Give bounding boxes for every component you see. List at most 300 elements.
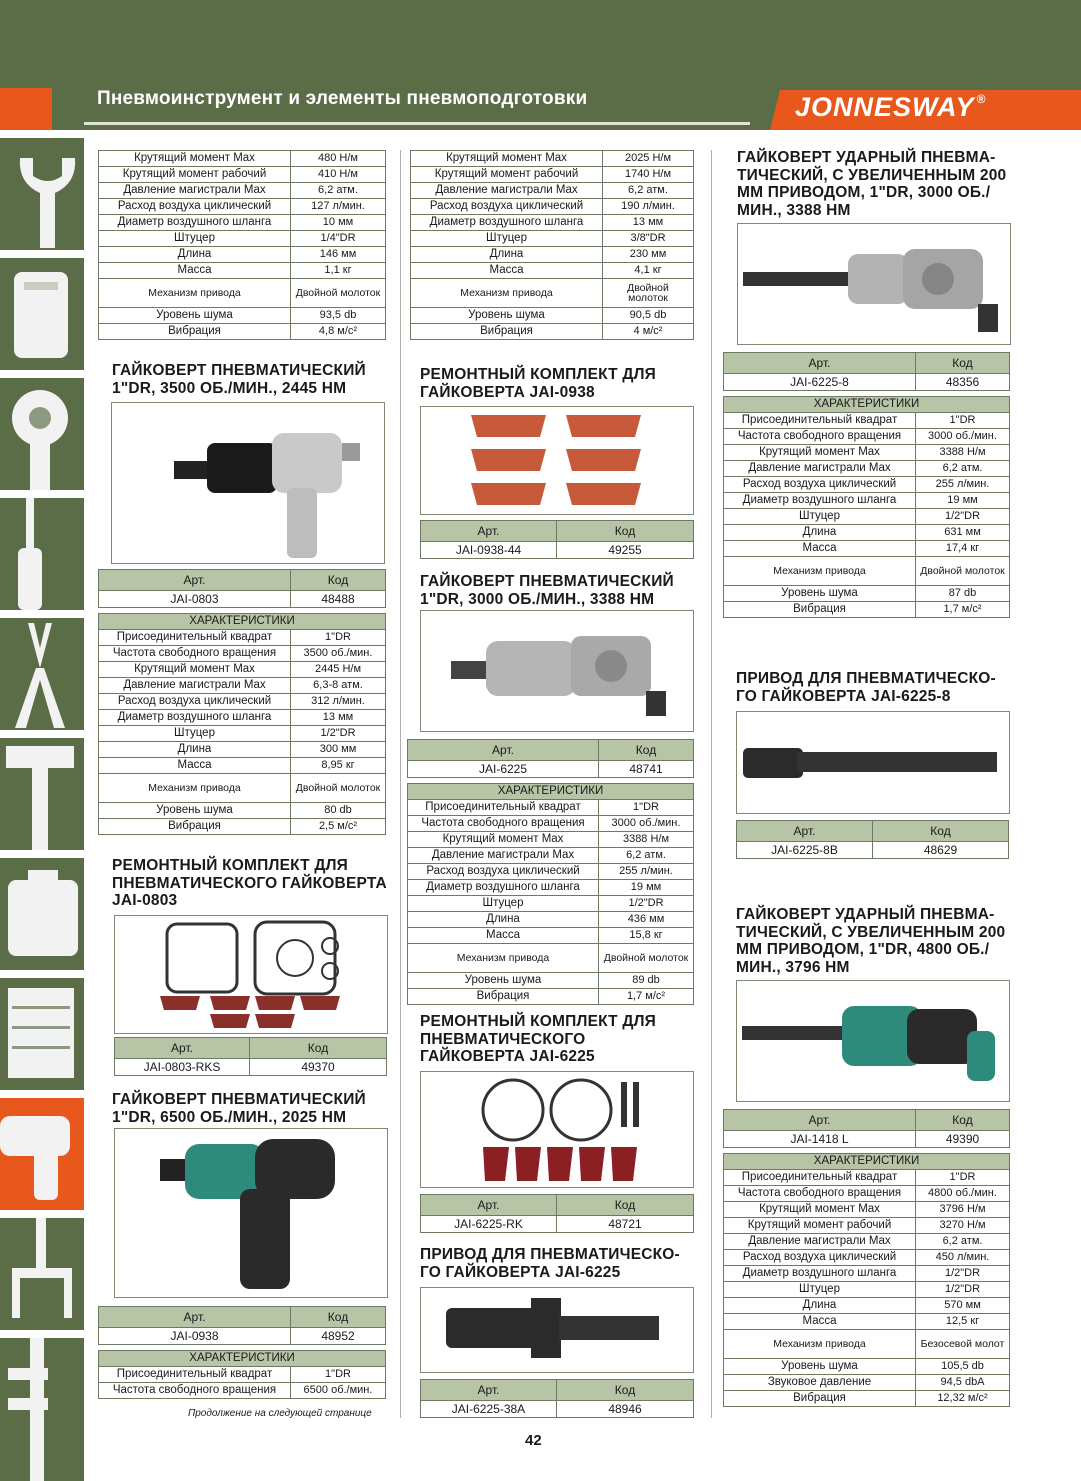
spec-value: 2025 Н/м bbox=[603, 151, 694, 167]
spec-row bbox=[724, 1234, 1010, 1250]
spec-label: Давление магистрали Max bbox=[99, 678, 291, 694]
product-image-jai-6225-rk bbox=[420, 1071, 694, 1188]
spec-label: Масса bbox=[724, 541, 916, 557]
spec-label: Длина bbox=[411, 247, 603, 263]
product-image-jai-6225-8 bbox=[737, 223, 1011, 345]
spec-value: 6,2 атм. bbox=[603, 183, 694, 199]
spec-value: 4,8 м/с² bbox=[291, 324, 386, 340]
code-value: 49370 bbox=[250, 1059, 387, 1076]
product-image-jai-0803-rks bbox=[114, 915, 388, 1034]
spec-value: 15,8 кг bbox=[599, 928, 694, 944]
product-title-jai-6225-8b: ПРИВОД ДЛЯ ПНЕВМАТИЧЕСКО-ГО ГАЙКОВЕРТА JAI-6225-8 bbox=[736, 670, 996, 705]
spec-value: 3796 Н/м bbox=[916, 1202, 1010, 1218]
specs-header: ХАРАКТЕРИСТИКИ bbox=[99, 614, 386, 630]
spec-row bbox=[724, 1282, 1010, 1298]
spec-row bbox=[99, 774, 386, 803]
specs-header: ХАРАКТЕРИСТИКИ bbox=[99, 1351, 386, 1367]
spec-row bbox=[408, 896, 694, 912]
product-title-jai-0938-44: РЕМОНТНЫЙ КОМПЛЕКТ ДЛЯ ГАЙКОВЕРТА JAI-0938 bbox=[420, 366, 656, 401]
spec-label: Диаметр воздушного шланга bbox=[408, 880, 599, 896]
spec-label: Длина bbox=[724, 1298, 916, 1314]
tool-cabinet-icon[interactable] bbox=[0, 978, 84, 1090]
code-value: 48952 bbox=[291, 1328, 386, 1345]
code-header: Код bbox=[916, 1110, 1010, 1131]
spec-label: Присоединительный квадрат bbox=[99, 1367, 291, 1383]
spec-label: Расход воздуха циклический bbox=[724, 477, 916, 493]
spec-label: Крутящий момент рабочий bbox=[411, 167, 603, 183]
spec-row bbox=[99, 630, 386, 646]
art-table-jai-6225-rk bbox=[420, 1194, 694, 1233]
art-header: Арт. bbox=[421, 521, 557, 542]
spec-value: 89 db bbox=[599, 973, 694, 989]
art-value: JAI-0938-44 bbox=[421, 542, 557, 559]
spec-row bbox=[411, 199, 694, 215]
header-orange-tab bbox=[0, 88, 52, 130]
spec-value: 1"DR bbox=[599, 800, 694, 816]
code-header: Код bbox=[291, 570, 386, 591]
spec-value: 6,3-8 атм. bbox=[291, 678, 386, 694]
code-value: 48721 bbox=[557, 1216, 694, 1233]
spec-row bbox=[411, 308, 694, 324]
spec-row bbox=[724, 1250, 1010, 1266]
spec-row bbox=[724, 1218, 1010, 1234]
art-table-jai-0803-rks bbox=[114, 1037, 387, 1076]
spec-label: Диаметр воздушного шланга bbox=[99, 710, 291, 726]
spec-value: 1/2"DR bbox=[599, 896, 694, 912]
spec-label: Механизм привода bbox=[99, 279, 291, 308]
spec-row bbox=[99, 1367, 386, 1383]
spec-value: 631 мм bbox=[916, 525, 1010, 541]
art-table-jai-0803 bbox=[98, 569, 386, 608]
art-table-jai-6225-8 bbox=[723, 352, 1010, 391]
spec-value: 1/2"DR bbox=[916, 509, 1010, 525]
spec-row bbox=[99, 247, 386, 263]
art-value: JAI-1418 L bbox=[724, 1131, 916, 1148]
product-title-jai-6225: ГАЙКОВЕРТ ПНЕВМАТИЧЕСКИЙ 1"DR, 3000 ОБ./МИН., 3388 НМ bbox=[420, 573, 674, 608]
spec-value: 450 л/мин. bbox=[916, 1250, 1010, 1266]
spec-value: 300 мм bbox=[291, 742, 386, 758]
spec-row bbox=[408, 989, 694, 1005]
continued-note: Продолжение на следующей странице bbox=[188, 1408, 372, 1419]
spec-table-top bbox=[98, 150, 386, 340]
spec-row bbox=[724, 493, 1010, 509]
spec-value: 190 л/мин. bbox=[603, 199, 694, 215]
spec-row bbox=[724, 1266, 1010, 1282]
column-divider bbox=[711, 150, 712, 1418]
spec-row bbox=[408, 912, 694, 928]
spec-row bbox=[724, 413, 1010, 429]
page-number: 42 bbox=[525, 1432, 542, 1449]
spec-label: Длина bbox=[724, 525, 916, 541]
spec-label: Механизм привода bbox=[724, 557, 916, 586]
art-header: Арт. bbox=[99, 570, 291, 591]
spec-label: Частота свободного вращения bbox=[99, 1383, 291, 1399]
spec-label: Расход воздуха циклический bbox=[408, 864, 599, 880]
spec-label: Штуцер bbox=[408, 896, 599, 912]
spec-label: Частота свободного вращения bbox=[408, 816, 599, 832]
spec-value: Двойной молоток bbox=[291, 774, 386, 803]
spec-row bbox=[724, 509, 1010, 525]
spec-table-top bbox=[410, 150, 694, 340]
spec-row bbox=[99, 819, 386, 835]
spec-label: Крутящий момент Max bbox=[99, 662, 291, 678]
spec-label: Уровень шума bbox=[99, 803, 291, 819]
spec-label: Длина bbox=[99, 742, 291, 758]
page-title: Пневмоинструмент и элементы пневмоподготовки bbox=[97, 88, 588, 109]
art-value: JAI-0803-RKS bbox=[115, 1059, 250, 1076]
art-table-jai-0938-44 bbox=[420, 520, 694, 559]
spec-row bbox=[724, 1298, 1010, 1314]
spec-row bbox=[408, 832, 694, 848]
socket-icon[interactable] bbox=[0, 258, 84, 370]
spec-value: 255 л/мин. bbox=[599, 864, 694, 880]
spec-label: Уровень шума bbox=[724, 586, 916, 602]
spec-label: Расход воздуха циклический bbox=[411, 199, 603, 215]
code-header: Код bbox=[250, 1038, 387, 1059]
spec-value: 1/2"DR bbox=[916, 1266, 1010, 1282]
product-image-jai-6225-8b bbox=[736, 711, 1010, 814]
spec-value: 436 мм bbox=[599, 912, 694, 928]
spec-value: 1"DR bbox=[291, 630, 386, 646]
spec-value: 1"DR bbox=[916, 1170, 1010, 1186]
spec-label: Давление магистрали Max bbox=[408, 848, 599, 864]
spec-row bbox=[99, 678, 386, 694]
spec-value: 230 мм bbox=[603, 247, 694, 263]
wrench-icon[interactable] bbox=[0, 138, 84, 250]
brand-logo bbox=[795, 92, 986, 123]
code-value: 48356 bbox=[916, 374, 1010, 391]
puller-icon[interactable] bbox=[0, 1218, 84, 1330]
spec-value: Двойной молоток bbox=[291, 279, 386, 308]
spec-row bbox=[99, 183, 386, 199]
spec-label: Крутящий момент Max bbox=[411, 151, 603, 167]
spec-value: 87 db bbox=[916, 586, 1010, 602]
specs-header: ХАРАКТЕРИСТИКИ bbox=[724, 1154, 1010, 1170]
spec-row bbox=[724, 525, 1010, 541]
spec-row bbox=[408, 864, 694, 880]
spec-row bbox=[99, 726, 386, 742]
code-value: 48629 bbox=[873, 842, 1009, 859]
spec-row bbox=[724, 429, 1010, 445]
spec-label: Масса bbox=[411, 263, 603, 279]
spec-label: Крутящий момент Max bbox=[724, 1202, 916, 1218]
spec-label: Длина bbox=[99, 247, 291, 263]
art-table-jai-1418-l bbox=[723, 1109, 1010, 1148]
spec-label: Диаметр воздушного шланга bbox=[724, 1266, 916, 1282]
column-2 bbox=[410, 150, 694, 340]
specs-header: ХАРАКТЕРИСТИКИ bbox=[408, 784, 694, 800]
spec-value: Двойной молоток bbox=[603, 279, 694, 308]
spec-label: Присоединительный квадрат bbox=[724, 1170, 916, 1186]
spec-row bbox=[408, 848, 694, 864]
spec-value: 93,5 db bbox=[291, 308, 386, 324]
spec-row bbox=[99, 758, 386, 774]
spec-row bbox=[99, 263, 386, 279]
art-header: Арт. bbox=[724, 353, 916, 374]
screwdriver-icon[interactable] bbox=[0, 498, 84, 610]
art-table-jai-6225-8b bbox=[736, 820, 1009, 859]
art-table-jai-6225 bbox=[407, 739, 694, 778]
spec-label: Уровень шума bbox=[99, 308, 291, 324]
spec-value: Двойной молоток bbox=[916, 557, 1010, 586]
product-title-jai-1418-l: ГАЙКОВЕРТ УДАРНЫЙ ПНЕВМА-ТИЧЕСКИЙ, С УВЕЛИЧЕННЫМ 200 ММ ПРИВОДОМ, 1"DR, 4800 ОБ./МИН., 3796 НМ bbox=[736, 906, 1006, 976]
spec-row bbox=[408, 973, 694, 989]
spec-label: Давление магистрали Max bbox=[724, 461, 916, 477]
spec-label: Масса bbox=[724, 1314, 916, 1330]
spec-row bbox=[99, 324, 386, 340]
art-table-jai-6225-38a bbox=[420, 1379, 694, 1418]
product-image-jai-1418-l bbox=[736, 980, 1010, 1102]
spec-label: Механизм привода bbox=[408, 944, 599, 973]
spec-row bbox=[411, 215, 694, 231]
spec-label: Штуцер bbox=[724, 509, 916, 525]
spec-label: Крутящий момент Max bbox=[408, 832, 599, 848]
code-value: 49255 bbox=[557, 542, 694, 559]
spec-row bbox=[408, 800, 694, 816]
spec-value: 3270 Н/м bbox=[916, 1218, 1010, 1234]
spec-value: 3500 об./мин. bbox=[291, 646, 386, 662]
spec-value: 1,7 м/с² bbox=[599, 989, 694, 1005]
spec-label: Штуцер bbox=[99, 231, 291, 247]
spec-label: Вибрация bbox=[99, 819, 291, 835]
spec-label: Масса bbox=[408, 928, 599, 944]
spec-label: Давление магистрали Max bbox=[411, 183, 603, 199]
spec-label: Вибрация bbox=[411, 324, 603, 340]
spec-row bbox=[408, 944, 694, 973]
code-header: Код bbox=[873, 821, 1009, 842]
spec-label: Вибрация bbox=[724, 602, 916, 618]
ratchet-icon[interactable] bbox=[0, 378, 84, 490]
spec-row bbox=[99, 279, 386, 308]
spec-value: 19 мм bbox=[599, 880, 694, 896]
spec-label: Давление магистрали Max bbox=[724, 1234, 916, 1250]
spec-value: 6500 об./мин. bbox=[291, 1383, 386, 1399]
art-header: Арт. bbox=[421, 1380, 557, 1401]
spec-row bbox=[99, 1383, 386, 1399]
spec-row bbox=[411, 167, 694, 183]
art-value: JAI-6225-8 bbox=[724, 374, 916, 391]
spec-value: 17,4 кг bbox=[916, 541, 1010, 557]
spec-label: Длина bbox=[408, 912, 599, 928]
product-image-jai-0938-44 bbox=[420, 406, 694, 515]
spec-value: 13 мм bbox=[291, 710, 386, 726]
case-icon[interactable] bbox=[0, 858, 84, 970]
code-header: Код bbox=[557, 1380, 694, 1401]
code-value: 48741 bbox=[599, 761, 694, 778]
art-value: JAI-6225-8B bbox=[737, 842, 873, 859]
art-header: Арт. bbox=[408, 740, 599, 761]
spec-label: Вибрация bbox=[408, 989, 599, 1005]
spec-value: 3388 Н/м bbox=[599, 832, 694, 848]
art-header: Арт. bbox=[737, 821, 873, 842]
art-value: JAI-6225-38A bbox=[421, 1401, 557, 1418]
header-rule bbox=[84, 122, 750, 125]
spec-value: 1,1 кг bbox=[291, 263, 386, 279]
spec-value: 3388 Н/м bbox=[916, 445, 1010, 461]
art-header: Арт. bbox=[99, 1307, 291, 1328]
spec-label: Механизм привода bbox=[724, 1330, 916, 1359]
spec-value: 3000 об./мин. bbox=[916, 429, 1010, 445]
spec-value: 3/8"DR bbox=[603, 231, 694, 247]
specs-jai-0803 bbox=[98, 613, 386, 835]
spec-value: 127 л/мин. bbox=[291, 199, 386, 215]
specs-jai-6225 bbox=[407, 783, 694, 1005]
spec-value: 2445 Н/м bbox=[291, 662, 386, 678]
spec-row bbox=[411, 151, 694, 167]
spec-value: 2,5 м/с² bbox=[291, 819, 386, 835]
product-title-jai-0803: ГАЙКОВЕРТ ПНЕВМАТИЧЕСКИЙ 1"DR, 3500 ОБ./МИН., 2445 НМ bbox=[112, 362, 366, 397]
brand-name: JONNESWAY bbox=[795, 92, 975, 122]
code-value: 49390 bbox=[916, 1131, 1010, 1148]
spec-row bbox=[411, 279, 694, 308]
product-image-jai-0803 bbox=[111, 402, 385, 564]
product-image-jai-6225-38a bbox=[420, 1287, 694, 1373]
spec-value: 146 мм bbox=[291, 247, 386, 263]
spec-value: Двойной молоток bbox=[599, 944, 694, 973]
spec-row bbox=[411, 324, 694, 340]
specs-jai-6225-8 bbox=[723, 396, 1010, 618]
art-value: JAI-6225-RK bbox=[421, 1216, 557, 1233]
product-title-jai-0938: ГАЙКОВЕРТ ПНЕВМАТИЧЕСКИЙ 1"DR, 6500 ОБ./МИН., 2025 НМ bbox=[112, 1091, 366, 1126]
spec-label: Вибрация bbox=[99, 324, 291, 340]
spec-value: 10 мм bbox=[291, 215, 386, 231]
spec-row bbox=[99, 662, 386, 678]
art-header: Арт. bbox=[724, 1110, 916, 1131]
spec-row bbox=[99, 694, 386, 710]
spec-row bbox=[411, 231, 694, 247]
spec-value: 570 мм bbox=[916, 1298, 1010, 1314]
spec-label: Механизм привода bbox=[411, 279, 603, 308]
art-table-jai-0938 bbox=[98, 1306, 386, 1345]
spec-label: Механизм привода bbox=[99, 774, 291, 803]
spec-label: Расход воздуха циклический bbox=[99, 694, 291, 710]
spec-label: Вибрация bbox=[724, 1391, 916, 1407]
spec-value: 12,32 м/с² bbox=[916, 1391, 1010, 1407]
column-1 bbox=[98, 150, 388, 340]
spec-label: Диаметр воздушного шланга bbox=[411, 215, 603, 231]
spec-value: 1"DR bbox=[291, 1367, 386, 1383]
spec-label: Звуковое давление bbox=[724, 1375, 916, 1391]
spec-value: 105,5 db bbox=[916, 1359, 1010, 1375]
spec-row bbox=[724, 586, 1010, 602]
hammer-icon[interactable] bbox=[0, 738, 84, 850]
spec-row bbox=[724, 1391, 1010, 1407]
spec-row bbox=[724, 461, 1010, 477]
spec-value: 12,5 кг bbox=[916, 1314, 1010, 1330]
spec-value: 13 мм bbox=[603, 215, 694, 231]
spec-row bbox=[411, 263, 694, 279]
specs-header: ХАРАКТЕРИСТИКИ bbox=[724, 397, 1010, 413]
column-divider bbox=[400, 150, 401, 1418]
spec-label: Присоединительный квадрат bbox=[724, 413, 916, 429]
spec-label: Уровень шума bbox=[411, 308, 603, 324]
spec-row bbox=[99, 803, 386, 819]
spec-value: 6,2 атм. bbox=[916, 1234, 1010, 1250]
spec-value: 255 л/мин. bbox=[916, 477, 1010, 493]
spec-label: Штуцер bbox=[411, 231, 603, 247]
spec-label: Расход воздуха циклический bbox=[99, 199, 291, 215]
spec-value: 3000 об./мин. bbox=[599, 816, 694, 832]
product-title-jai-6225-38a: ПРИВОД ДЛЯ ПНЕВМАТИЧЕСКО-ГО ГАЙКОВЕРТА JAI-6225 bbox=[420, 1246, 680, 1281]
spec-value: 1/2"DR bbox=[916, 1282, 1010, 1298]
code-header: Код bbox=[291, 1307, 386, 1328]
spec-label: Частота свободного вращения bbox=[724, 1186, 916, 1202]
spec-label: Масса bbox=[99, 263, 291, 279]
spec-row bbox=[724, 1202, 1010, 1218]
spec-label: Крутящий момент Max bbox=[99, 151, 291, 167]
spec-value: 6,2 атм. bbox=[291, 183, 386, 199]
spec-label: Уровень шума bbox=[724, 1359, 916, 1375]
spec-label: Крутящий момент рабочий bbox=[724, 1218, 916, 1234]
spec-row bbox=[99, 167, 386, 183]
product-image-jai-0938 bbox=[114, 1128, 388, 1298]
spec-value: 90,5 db bbox=[603, 308, 694, 324]
spec-value: 480 Н/м bbox=[291, 151, 386, 167]
brand-registered-mark: ® bbox=[976, 92, 987, 106]
spec-row bbox=[724, 557, 1010, 586]
code-header: Код bbox=[599, 740, 694, 761]
spec-value: 8,95 кг bbox=[291, 758, 386, 774]
spec-value: 1"DR bbox=[916, 413, 1010, 429]
spec-row bbox=[724, 1330, 1010, 1359]
spec-value: 1/2"DR bbox=[291, 726, 386, 742]
code-header: Код bbox=[557, 1195, 694, 1216]
spec-row bbox=[99, 742, 386, 758]
caliper-icon[interactable] bbox=[0, 1338, 84, 1481]
spec-row bbox=[724, 477, 1010, 493]
spec-label: Давление магистрали Max bbox=[99, 183, 291, 199]
spec-value: 80 db bbox=[291, 803, 386, 819]
spec-label: Штуцер bbox=[724, 1282, 916, 1298]
spec-row bbox=[408, 880, 694, 896]
spec-row bbox=[724, 445, 1010, 461]
spec-row bbox=[408, 928, 694, 944]
code-header: Код bbox=[916, 353, 1010, 374]
spec-value: Безосевой молот bbox=[916, 1330, 1010, 1359]
spec-value: 94,5 dbA bbox=[916, 1375, 1010, 1391]
spec-label: Присоединительный квадрат bbox=[99, 630, 291, 646]
spec-row bbox=[724, 1359, 1010, 1375]
specs-jai-0938 bbox=[98, 1350, 386, 1399]
spec-value: 1,7 м/с² bbox=[916, 602, 1010, 618]
pneumatic-tool-icon[interactable] bbox=[0, 1098, 84, 1210]
pliers-icon[interactable] bbox=[0, 618, 84, 730]
spec-row bbox=[99, 308, 386, 324]
spec-value: 1740 Н/м bbox=[603, 167, 694, 183]
code-value: 48488 bbox=[291, 591, 386, 608]
spec-label: Частота свободного вращения bbox=[724, 429, 916, 445]
spec-label: Расход воздуха циклический bbox=[724, 1250, 916, 1266]
spec-row bbox=[411, 183, 694, 199]
product-title-jai-0803-rks: РЕМОНТНЫЙ КОМПЛЕКТ ДЛЯ ПНЕВМАТИЧЕСКОГО ГАЙКОВЕРТА JAI-0803 bbox=[112, 857, 387, 909]
spec-row bbox=[411, 247, 694, 263]
spec-label: Крутящий момент рабочий bbox=[99, 167, 291, 183]
spec-row bbox=[99, 199, 386, 215]
spec-label: Масса bbox=[99, 758, 291, 774]
spec-label: Частота свободного вращения bbox=[99, 646, 291, 662]
spec-value: 6,2 атм. bbox=[916, 461, 1010, 477]
art-value: JAI-6225 bbox=[408, 761, 599, 778]
spec-row bbox=[99, 215, 386, 231]
art-value: JAI-0803 bbox=[99, 591, 291, 608]
product-title-jai-6225-rk: РЕМОНТНЫЙ КОМПЛЕКТ ДЛЯ ПНЕВМАТИЧЕСКОГО ГАЙКОВЕРТА JAI-6225 bbox=[420, 1013, 656, 1065]
spec-value: 4 м/с² bbox=[603, 324, 694, 340]
spec-value: 4800 об./мин. bbox=[916, 1186, 1010, 1202]
spec-row bbox=[408, 816, 694, 832]
spec-row bbox=[724, 1170, 1010, 1186]
spec-row bbox=[724, 1375, 1010, 1391]
art-header: Арт. bbox=[115, 1038, 250, 1059]
